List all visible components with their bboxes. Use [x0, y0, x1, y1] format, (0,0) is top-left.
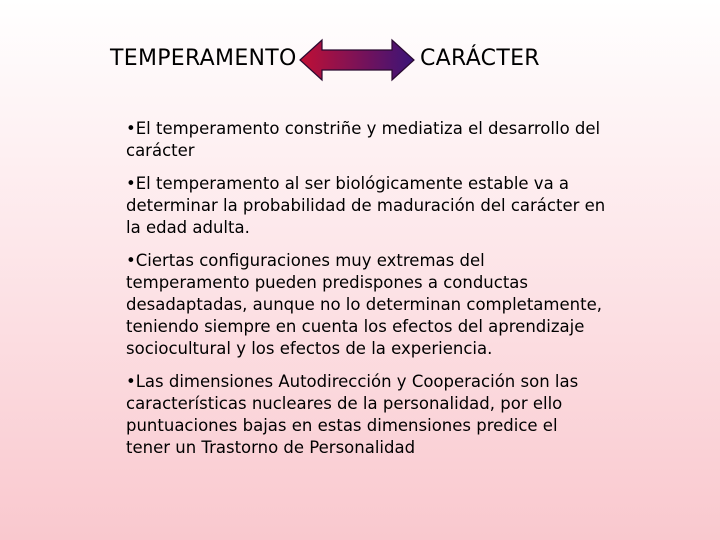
caracter-heading: CARÁCTER [420, 46, 540, 71]
bullet-item: •Ciertas configuraciones muy extremas del temperamento pueden predispones a conductas desadaptadas, aunque no lo determinan completamente, teniendo siempre en cuenta los efectos del aprendizaje sociocultural y los efectos de la experiencia. [126, 251, 602, 358]
bullet-list [126, 118, 606, 470]
temperamento-heading: TEMPERAMENTO [110, 46, 297, 71]
double-headed-arrow-icon [298, 38, 416, 82]
bullet-item: •Las dimensiones Autodirección y Cooperación son las características nucleares de la personalidad, por ello puntuaciones bajas en estas dimensiones predice el tener un Trastorno de Personalidad [126, 372, 579, 457]
bullet-item: •El temperamento constriñe y mediatiza el desarrollo del carácter [126, 119, 601, 160]
bullet-item: •El temperamento al ser biológicamente estable va a determinar la probabilidad de maduración del carácter en la edad adulta. [126, 174, 606, 237]
